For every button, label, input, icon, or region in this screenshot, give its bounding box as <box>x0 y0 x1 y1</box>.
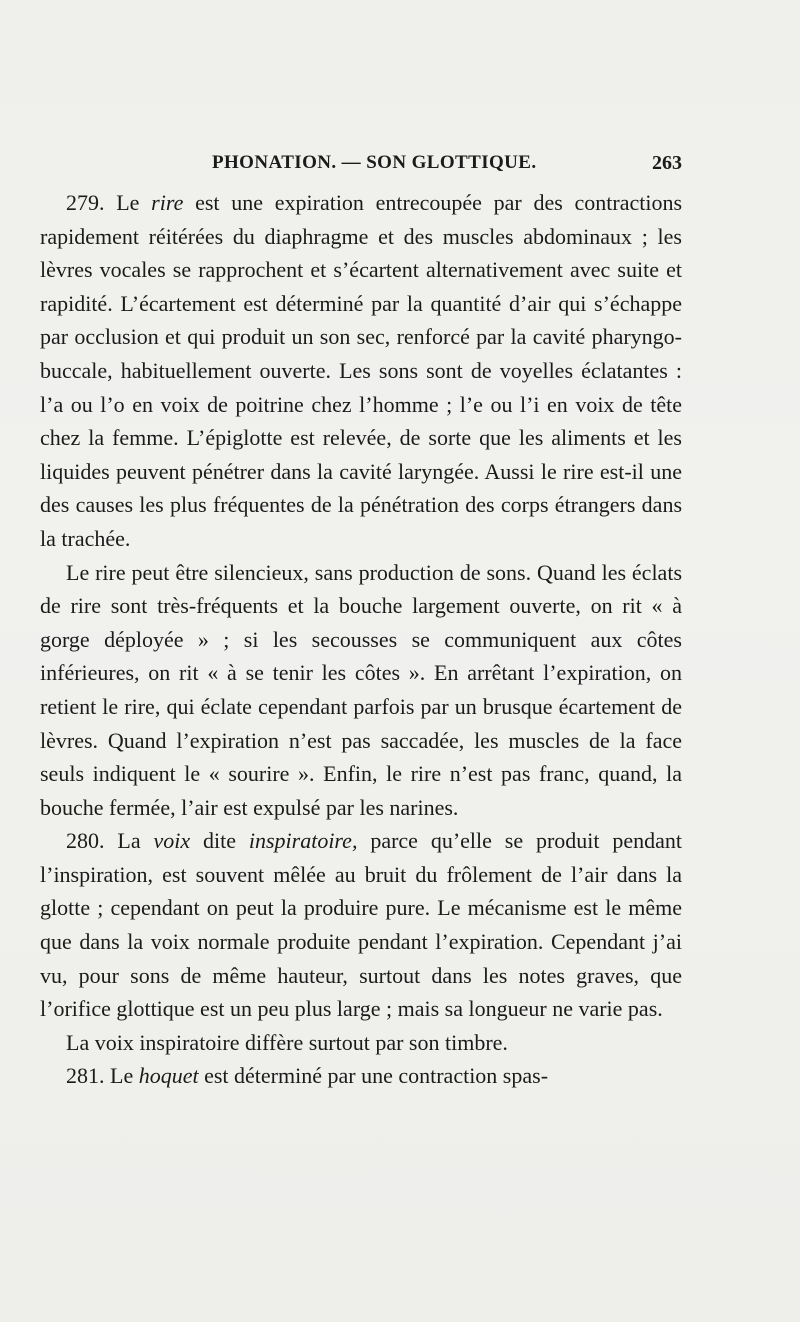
body-text <box>40 186 682 1093</box>
paragraph-280 <box>40 824 682 1026</box>
paragraph-text: est une expiration entrecoupée par des contractions rapidement réitérées du diaphragme et des muscles abdominaux ; les lèvres vocales se rapprochent et s’écartent alternativement avec suite et rapidité. L’écartement est déterminé par la quantité d’air qui s’échappe par occlusion et qui produit un son sec, renforcé par la cavité pharyngo-buccale, habituellement ouverte. Les sons sont de voyelles éclatantes : l’a ou l’o en voix de poitrine chez l’homme ; l’e ou l’i en voix de tête chez la femme. L’épiglotte est relevée, de sorte que les aliments et les liquides peuvent pénétrer dans la cavité laryngée. Aussi le rire est-il une des causes les plus fréquentes de la pénétration des corps étrangers dans la trachée. <box>40 190 683 551</box>
italic-term: voix <box>153 828 191 854</box>
paragraph-lead: Le <box>116 190 140 215</box>
paragraph-text: La voix inspiratoire diffère surtout par son timbre. <box>66 1029 508 1055</box>
paragraph-number: 281. <box>66 1063 105 1089</box>
page-header <box>40 152 682 182</box>
paragraph-rire-silencieux <box>40 556 682 825</box>
paragraph-text: est déterminé par une contraction spas- <box>204 1063 549 1089</box>
paragraph-lead: La <box>117 828 141 854</box>
paragraph-text: parce qu’elle se produit pendant l’inspiration, est souvent mêlée au bruit du frôlement de l’air dans la glotte ; cependant on peut la produire pure. Le mécanisme est le même que dans la voix normale produite pendant l’expiration. Cependant j’ai vu, pour sons de même hauteur, surtout dans les notes graves, que l’orifice glottique est un peu plus large ; mais sa longueur ne varie pas. <box>40 828 683 1022</box>
italic-term: rire <box>151 190 184 215</box>
paragraph-voix-inspiratoire <box>40 1026 682 1060</box>
italic-term: hoquet <box>138 1063 199 1089</box>
paragraph-279 <box>40 186 682 556</box>
running-title: PHONATION. — SON GLOTTIQUE. <box>212 152 537 173</box>
paragraph-281 <box>40 1059 682 1093</box>
paragraph-text: Le rire peut être silencieux, sans production de sons. Quand les éclats de rire sont très-fréquents et la bouche largement ouverte, on rit « à gorge déployée » ; si les secousses se communiquent aux côtes inférieures, on rit « à se tenir les côtes ». En arrêtant l’expiration, on retient le rire, qui éclate cependant parfois par un brusque écartement de lèvres. Quand l’expiration n’est pas saccadée, les muscles de la face seuls indiquent le « sourire ». Enfin, le rire n’est pas franc, quand, la bouche fermée, l’air est expulsé par les narines. <box>40 559 682 820</box>
paragraph-mid: dite <box>202 828 236 854</box>
italic-term: inspiratoire, <box>248 828 358 854</box>
paragraph-lead: Le <box>110 1063 134 1089</box>
paragraph-number: 279. <box>66 190 105 215</box>
page-number: 263 <box>652 152 682 174</box>
paragraph-number: 280. <box>66 828 105 854</box>
